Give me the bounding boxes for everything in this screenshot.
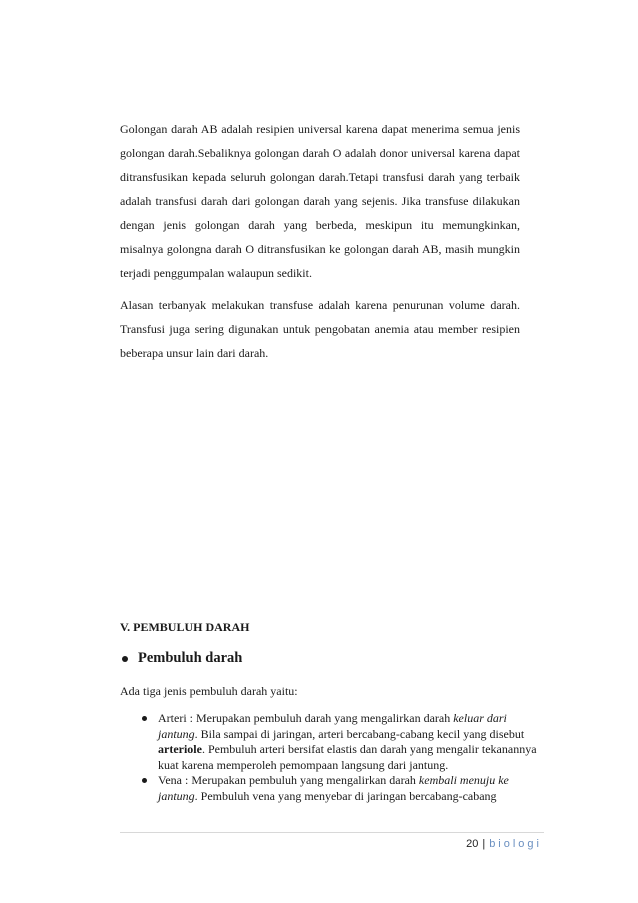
arteri-lead: Arteri : Merupakan pembuluh darah yang mengalirkan darah: [158, 711, 454, 725]
bullet-icon: [142, 716, 147, 721]
footer-separator: |: [482, 838, 486, 850]
intro-text: Ada tiga jenis pembuluh darah yaitu:: [120, 684, 298, 698]
list-item-vena: [120, 773, 540, 804]
footer-label: biologi: [489, 838, 542, 850]
section-title: V. PEMBULUH DARAH: [120, 620, 250, 634]
footer-divider: [120, 832, 544, 833]
vena-tail: . Pembuluh vena yang menyebar di jaringan bercabang-cabang: [194, 788, 497, 803]
page-number: 20: [466, 838, 479, 850]
paragraph-blood-group: Golongan darah AB adalah resipien universal karena dapat menerima semua jenis golongan darah.Sebaliknya golongan darah O adalah donor universal karena dapat ditransfusikan kepada seluruh golongan darah.Tetapi transfusi darah yang terbaik adalah transfusi darah dari golongan darah yang sejenis. Jika transfuse dilakukan dengan jenis golongan darah yang berbeda, meskipun itu memungkinkan, misalnya golongna darah O ditransfusikan ke golongan darah AB, masih mungkin terjadi penggumpalan walaupun sedikit.: [120, 122, 520, 280]
paragraph-transfusion-reason: Alasan terbanyak melakukan transfuse adalah karena penurunan volume darah. Transfusi juga sering digunakan untuk pengobatan anemia atau member resipien beberapa unsur lain dari darah.: [120, 298, 520, 360]
arteriole-term: arteriole: [158, 742, 202, 756]
list-item-arteri: [120, 711, 540, 773]
vena-emphasis: kembali menuju ke jantung: [158, 773, 509, 803]
vena-lead: Vena : Merupakan pembuluh yang mengalirkan darah: [158, 773, 419, 787]
subheading: [120, 650, 242, 667]
arteri-tail: . Pembuluh arteri bersifat elastis dan darah yang mengalir tekanannya kuat karena memperoleh pemompaan langsung dari jantung.: [158, 742, 537, 772]
arteri-emphasis: keluar dari jantung: [158, 711, 507, 741]
vessel-list: [120, 711, 540, 804]
subheading-text: Pembuluh darah: [138, 650, 243, 666]
bullet-icon: [122, 656, 128, 662]
bullet-icon: [142, 778, 147, 783]
page-footer: [466, 838, 542, 850]
arteri-mid: . Bila sampai di jaringan, arteri bercabang-cabang kecil yang disebut: [194, 726, 525, 741]
